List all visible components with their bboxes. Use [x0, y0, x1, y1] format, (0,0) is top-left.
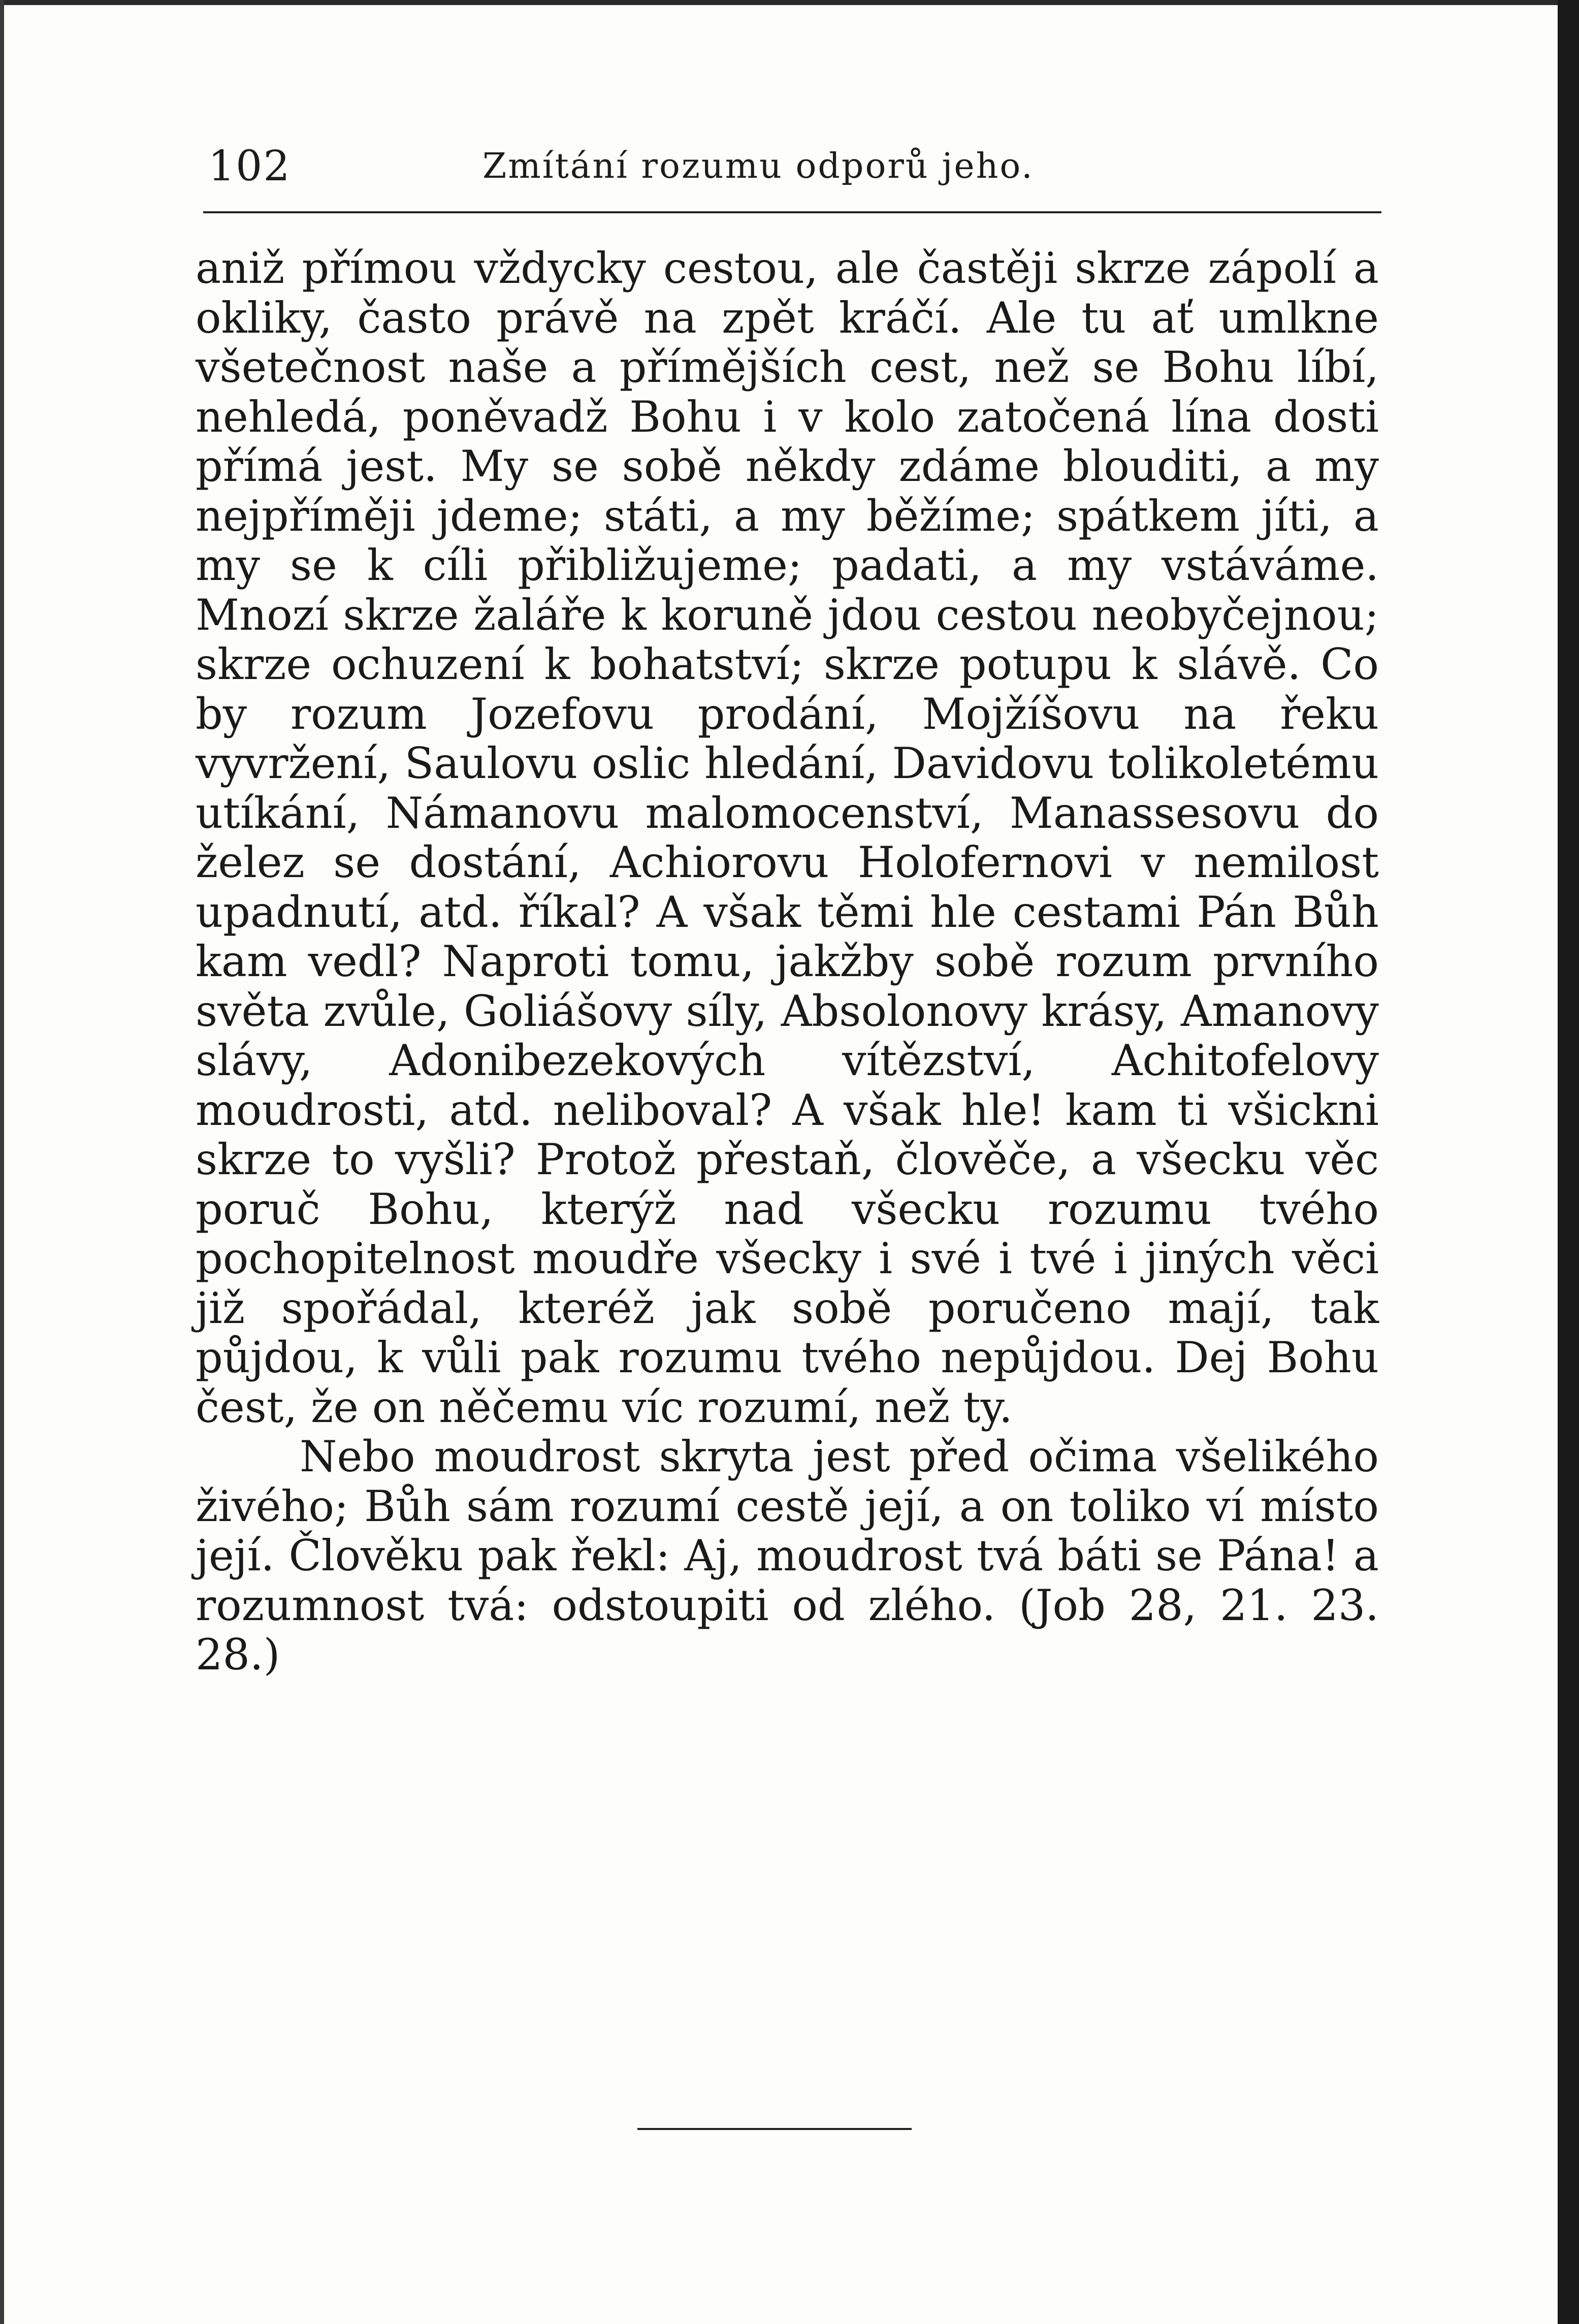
page-number: 102: [208, 142, 291, 190]
running-title: Zmítání rozumu odporů jeho.: [482, 146, 1034, 186]
scan-edge-left: [0, 0, 4, 2324]
paragraph-2: Nebo moudrost skryta jest před očima všelikého živého; Bůh sám rozumí cestě její, a on toliko ví místo její. Člověku pak řekl: Aj, moudrost tvá báti se Pána! a rozumnost tvá: odstoupiti od zlého. (Job 28, 21. 23. 28.): [196, 1432, 1379, 1680]
scan-edge-top: [0, 0, 1579, 5]
page-header: [208, 142, 1387, 198]
page-body: [196, 244, 1379, 1680]
scan-edge-right: [1558, 0, 1579, 2324]
header-divider: [203, 211, 1381, 213]
paragraph-1: aniž přímou vždycky cestou, ale častěji skrze zápolí a okliky, často právě na zpět kráčí. Ale tu ať umlkne všetečnost naše a přímějších cest, než se Bohu líbí, nehledá, poněvadž Bohu i v kolo zatočená lína dosti přímá jest. My se sobě někdy zdáme blouditi, a my nejpříměji jdeme; státi, a my běžíme; spátkem jíti, a my se k cíli přibližujeme; padati, a my vstáváme. Mnozí skrze žaláře k koruně jdou cestou neobyčejnou; skrze ochuzení k bohatství; skrze potupu k slávě. Co by rozum Jozefovu prodání, Mojžíšovu na řeku vyvržení, Saulovu oslic hledání, Davidovu tolikoletému utíkání, Námanovu malomocenství, Manassesovu do želez se dostání, Achiorovu Holofernovi v nemilost upadnutí, atd. říkal? A však těmi hle cestami Pán Bůh kam vedl? Naproti tomu, jakžby sobě rozum prvního světa zvůle, Goliášovy síly, Absolonovy krásy, Amanovy slávy, Adonibezekových vítězství, Achitofelovy moudrosti, atd. neliboval? A však hle! kam ti všickni skrze to vyšli? Protož přestaň, člověče, a všecku věc poruč Bohu, kterýž nad všecku rozumu tvého pochopitelnost moudře všecky i své i tvé i jiných věci již spořádal, kteréž jak sobě poručeno mají, tak půjdou, k vůli pak rozumu tvého nepůjdou. Dej Bohu čest, že on něčemu víc rozumí, než ty.: [196, 243, 1379, 1432]
section-end-divider: [637, 2128, 912, 2130]
